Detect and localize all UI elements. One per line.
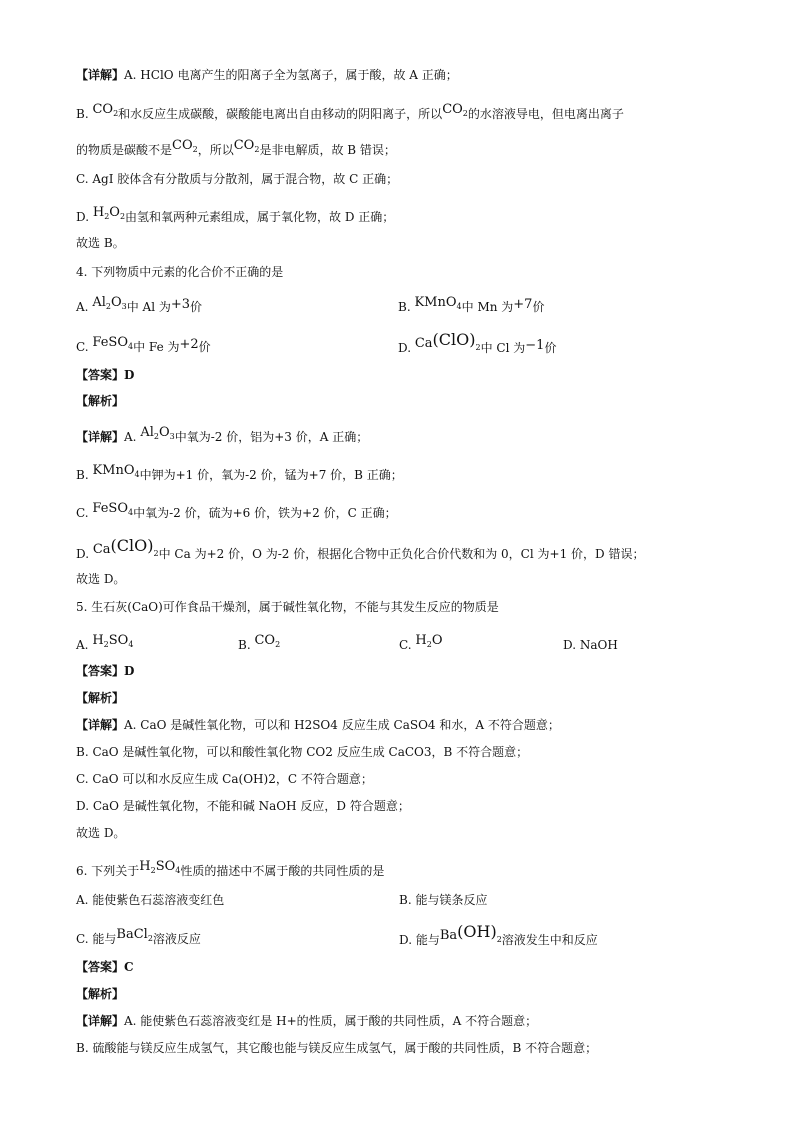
q6-option-a: A. 能使紫色石蕊溶液变红色 bbox=[76, 893, 225, 907]
detail-line-c: C. AgI 胶体含有分散质与分散剂，属于混合物，故 C 正确； bbox=[76, 172, 399, 186]
q5-answer: 【答案】D bbox=[76, 664, 135, 678]
q6-option-b: B. 能与镁条反应 bbox=[399, 893, 488, 907]
detail-line-d: D. $H_2O_2$由氢和氧两种元素组成，属于氧化物，故 D 正确； bbox=[76, 205, 395, 224]
question-5-stem: 5. 生石灰(CaO)可作食品干燥剂，属于碱性氧化物，不能与其发生反应的物质是 bbox=[76, 600, 499, 614]
q4-detail-c: C. FeSO$_4$中氧为-2 价，硫为+6 价，铁为+2 价，C 正确； bbox=[76, 501, 397, 520]
q4-option-d: D. $Ca(ClO)_2$中 Cl 为−1价 bbox=[398, 330, 557, 355]
question-6-stem: 6. 下列关于$H_2SO_4$性质的描述中不属于酸的共同性质的是 bbox=[76, 859, 385, 878]
q4-detail-a: 【详解】A. $Al_2O_3$中氧为-2 价，铝为+3 价，A 正确； bbox=[76, 425, 369, 444]
q6-detail-b: B. 硫酸能与镁反应生成氢气，其它酸也能与镁反应生成氢气，属于酸的共同性质，B 不符合题意； bbox=[76, 1041, 598, 1055]
q4-conclusion: 故选 D。 bbox=[76, 572, 126, 586]
q4-option-a: A. $Al_2O_3$中 Al 为+3价 bbox=[76, 295, 203, 314]
q5-analysis-label: 【解析】 bbox=[76, 691, 125, 705]
q6-answer: 【答案】C bbox=[76, 960, 134, 974]
q4-detail-b: B. KMnO$_4$中钾为+1 价，氧为-2 价，锰为+7 价，B 正确； bbox=[76, 463, 403, 482]
q4-answer: 【答案】D bbox=[76, 368, 135, 382]
detail-line-a: 【详解】A. HClO 电离产生的阳离子全为氢离子，属于酸，故 A 正确； bbox=[76, 68, 458, 82]
conclusion: 故选 B。 bbox=[76, 236, 125, 250]
q6-option-d: D. 能与$Ba(OH)_2$溶液发生中和反应 bbox=[399, 922, 598, 947]
q4-option-b: B. KMnO$_4$中 Mn 为+7价 bbox=[398, 295, 545, 314]
detail-line-b: B. $CO_2$和水反应生成碳酸，碳酸能电离出自由移动的阴阳离子，所以$CO_2$的水溶液导电，但电离出离子 bbox=[76, 102, 624, 121]
q4-detail-d: D. $Ca(ClO)_2$中 Ca 为+2 价，O 为-2 价，根据化合物中正负化合价代数和为 0，Cl 为+1 价，D 错误； bbox=[76, 536, 645, 561]
q5-conclusion: 故选 D。 bbox=[76, 826, 126, 840]
question-4-stem: 4. 下列物质中元素的化合价不正确的是 bbox=[76, 265, 284, 279]
q5-option-c: C. $H_2O$ bbox=[399, 633, 443, 652]
q5-detail-c: C. CaO 可以和水反应生成 Ca(OH)2，C 不符合题意； bbox=[76, 772, 373, 786]
q5-detail-b: B. CaO 是碱性氧化物，可以和酸性氧化物 CO2 反应生成 CaCO3，B 不符合题意； bbox=[76, 745, 529, 759]
q5-option-a: A. $H_2SO_4$ bbox=[76, 633, 134, 652]
q6-option-c: C. 能与BaCl$_2$溶液反应 bbox=[76, 927, 201, 946]
detail-line-b-cont: 的物质是碳酸不是$CO_2$，所以$CO_2$是非电解质，故 B 错误； bbox=[76, 138, 396, 157]
q6-analysis-label: 【解析】 bbox=[76, 987, 125, 1001]
q5-detail-a: 【详解】A. CaO 是碱性氧化物，可以和 H2SO4 反应生成 CaSO4 和水，A 不符合题意； bbox=[76, 718, 560, 732]
q4-analysis-label: 【解析】 bbox=[76, 394, 125, 408]
q5-option-d: D. NaOH bbox=[563, 638, 618, 652]
q4-option-c: C. FeSO$_4$中 Fe 为+2价 bbox=[76, 335, 211, 354]
q5-detail-d: D. CaO 是碱性氧化物，不能和碱 NaOH 反应，D 符合题意； bbox=[76, 799, 410, 813]
q6-detail-a: 【详解】A. 能使紫色石蕊溶液变红是 H+的性质，属于酸的共同性质，A 不符合题意； bbox=[76, 1014, 538, 1028]
q5-option-b: B. $CO_2$ bbox=[238, 633, 281, 652]
